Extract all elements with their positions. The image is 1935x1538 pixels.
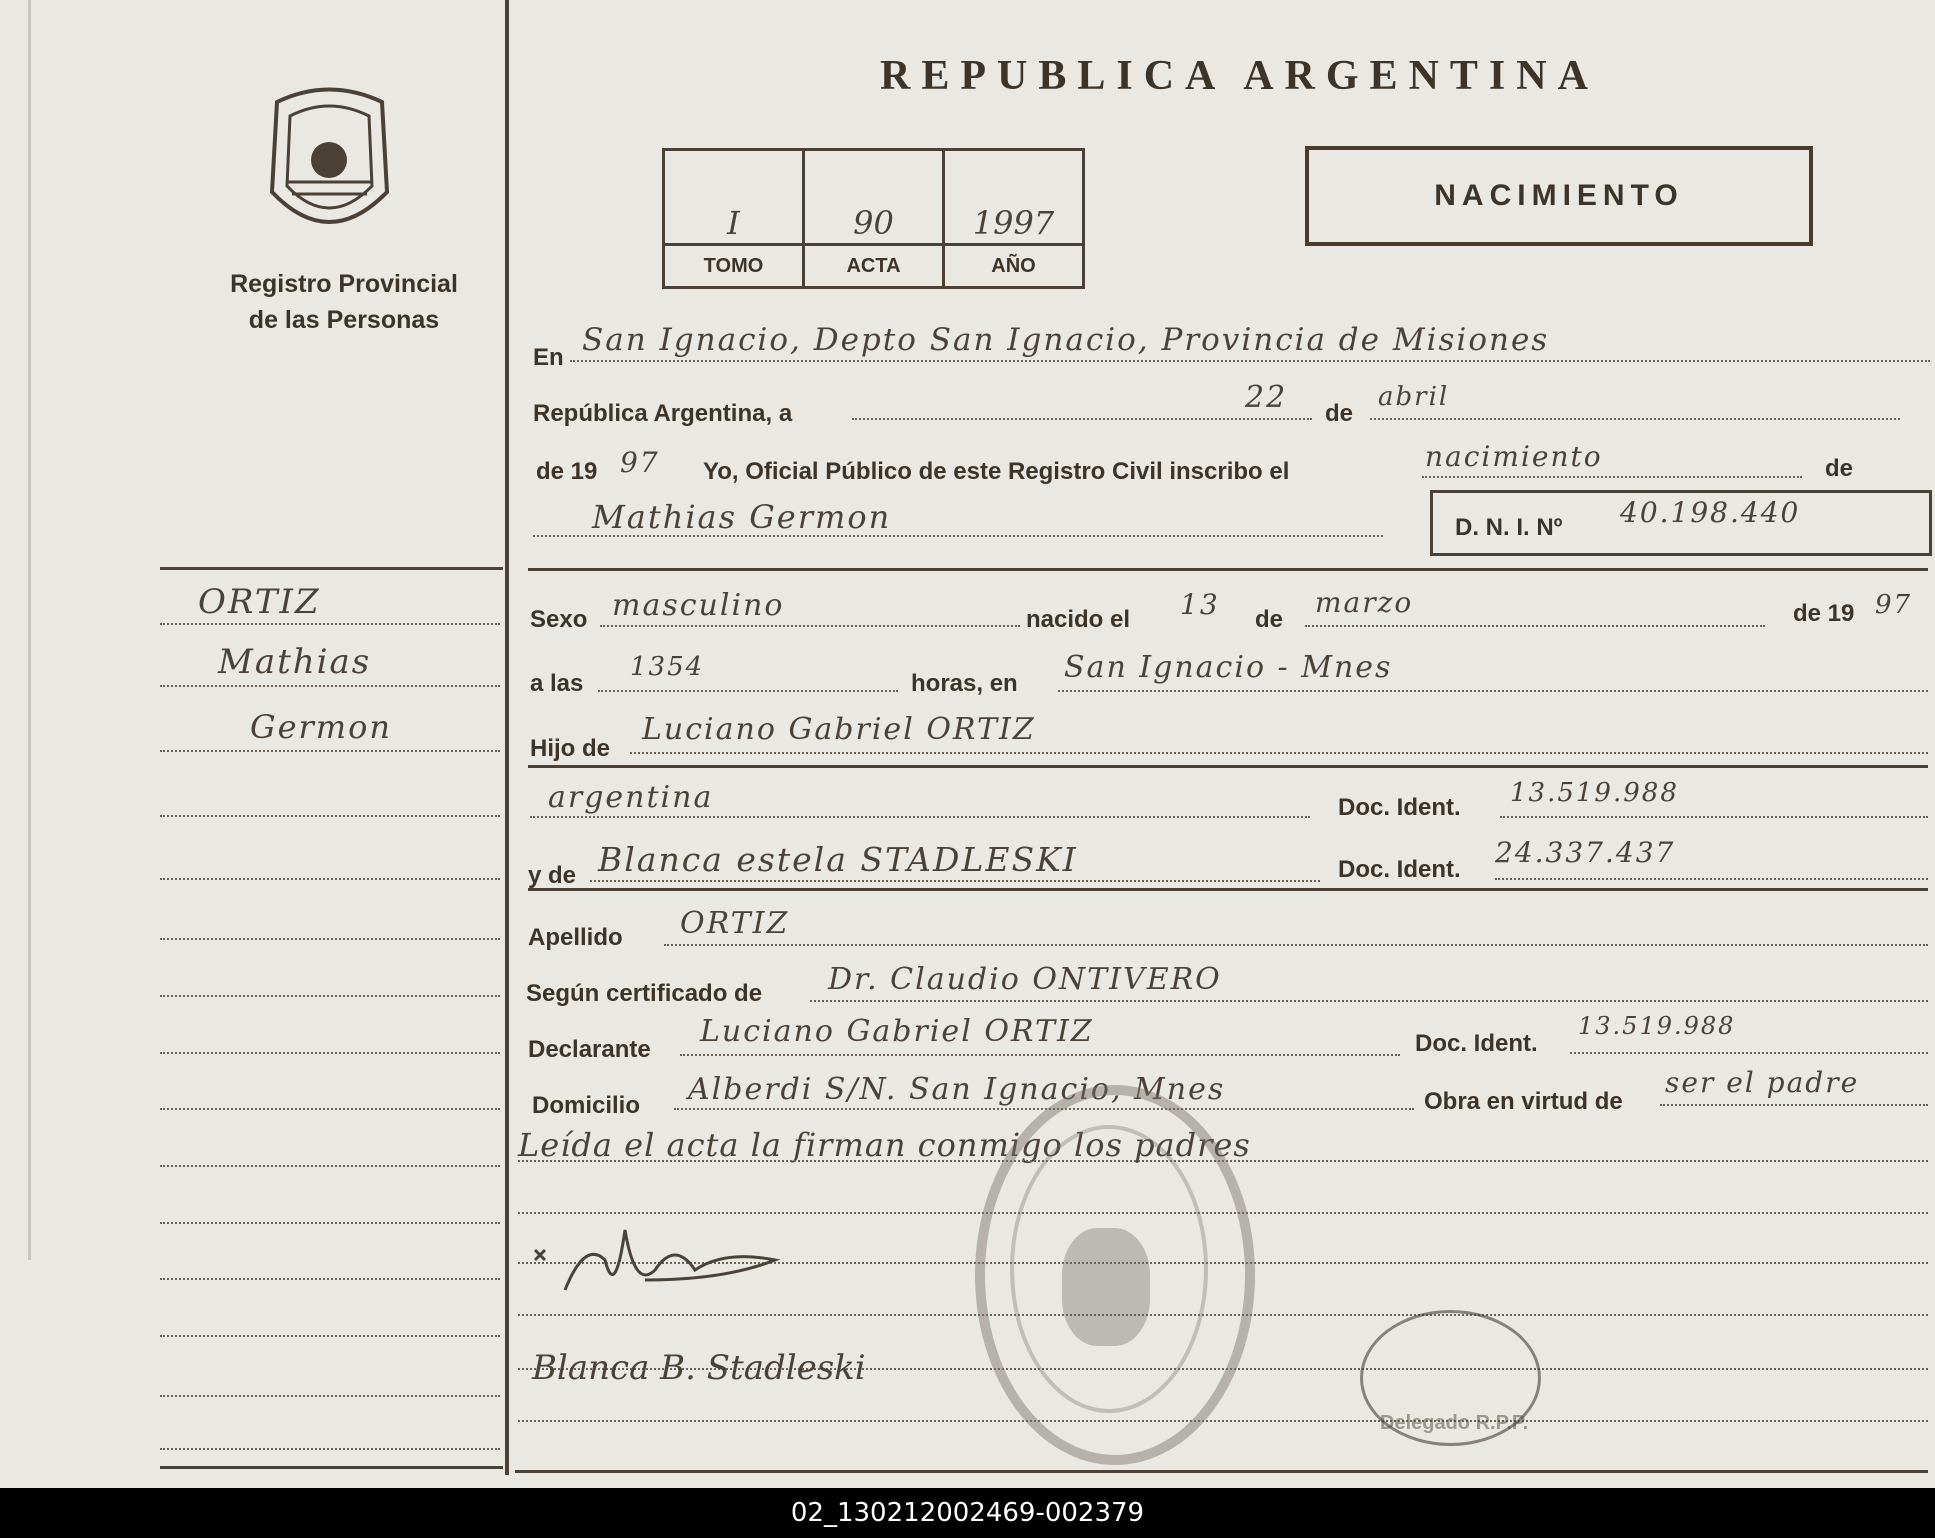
sidebar-line — [160, 1278, 500, 1280]
field-line — [852, 418, 1312, 420]
page-title: REPUBLICA ARGENTINA — [880, 53, 1599, 99]
declarante-doc: 13.519.988 — [1578, 1012, 1736, 1040]
segun-value: Dr. Claudio ONTIVERO — [828, 962, 1222, 997]
field-line — [1422, 476, 1802, 478]
sexo-label: Sexo — [530, 606, 588, 633]
father-value: Luciano Gabriel ORTIZ — [642, 712, 1036, 747]
de19-label-2: de 19 — [1793, 600, 1855, 627]
father-doc: 13.519.988 — [1510, 778, 1679, 808]
leida-value: Leída el acta la firman conmigo los padres — [518, 1126, 1251, 1164]
sexo-value: masculino — [612, 588, 785, 623]
father-signature-icon — [525, 1220, 795, 1310]
father-nationality: argentina — [548, 780, 714, 815]
de-label-2: de — [1825, 455, 1854, 482]
sidebar-line — [160, 1052, 500, 1054]
tomo-label: TOMO — [664, 245, 804, 288]
sidebar-line — [160, 623, 500, 625]
field-line — [664, 944, 1928, 946]
sidebar-line — [160, 938, 500, 940]
field-line — [518, 1420, 1928, 1422]
sidebar-second-name: Germon — [250, 708, 393, 746]
sidebar-line — [160, 1108, 500, 1110]
section-rule — [528, 568, 1928, 571]
section-rule — [528, 888, 1928, 891]
horas-value: San Ignacio - Mnes — [1064, 650, 1393, 685]
inscribe-value: nacimiento — [1425, 440, 1603, 473]
sidebar-line — [160, 1222, 500, 1224]
field-line — [600, 625, 1020, 627]
dni-label: D. N. I. Nº — [1455, 514, 1563, 541]
declarante-value: Luciano Gabriel ORTIZ — [700, 1014, 1094, 1049]
segun-label: Según certificado de — [526, 980, 763, 1007]
registry-line1: Registro Provincial — [230, 270, 458, 298]
declarante-label: Declarante — [528, 1036, 651, 1063]
sidebar-line — [160, 750, 500, 752]
sidebar-line — [160, 878, 500, 880]
field-line — [1058, 690, 1928, 692]
de-label-3: de — [1255, 606, 1284, 633]
de-label: de — [1325, 400, 1354, 427]
sidebar-line — [160, 1335, 500, 1337]
sidebar-bottom-rule — [160, 1466, 503, 1469]
alas-value: 1354 — [630, 652, 705, 682]
ano-value: 1997 — [944, 150, 1084, 245]
mother-signature: Blanca B. Stadleski — [532, 1348, 866, 1388]
mother-value: Blanca estela STADLESKI — [598, 840, 1078, 879]
field-line — [1305, 625, 1765, 627]
acta-label: ACTA — [804, 245, 944, 288]
hijo-label: Hijo de — [530, 735, 611, 762]
mother-doc: 24.337.437 — [1495, 836, 1676, 869]
yo-label: Yo, Oficial Público de este Registro Civil inscribo el — [703, 458, 1290, 485]
sidebar-line — [160, 685, 500, 687]
field-line — [1500, 816, 1928, 818]
field-line — [680, 1054, 1400, 1056]
field-line — [1660, 1104, 1928, 1106]
domicilio-label: Domicilio — [532, 1092, 641, 1119]
year-value: 97 — [620, 446, 660, 479]
sidebar-line — [160, 1448, 500, 1450]
sidebar-line — [160, 1165, 500, 1167]
nacido-month: marzo — [1315, 586, 1414, 619]
field-line — [810, 1000, 1928, 1002]
acta-value: 90 — [804, 150, 944, 245]
nacido-year: 97 — [1875, 590, 1913, 620]
doc-label-mother: Doc. Ident. — [1338, 856, 1461, 883]
nacido-label: nacido el — [1026, 606, 1131, 633]
field-line — [1370, 418, 1900, 420]
horas-label: horas, en — [911, 670, 1018, 697]
alas-label: a las — [530, 670, 584, 697]
sidebar-top-rule — [160, 567, 503, 570]
stamp-text: Delegado R.P.P. — [1380, 1412, 1529, 1434]
sidebar-first-name: Mathias — [218, 642, 372, 682]
field-line — [533, 535, 1383, 537]
field-line — [1495, 878, 1928, 880]
field-line — [530, 816, 1310, 818]
sidebar-line — [160, 995, 500, 997]
field-line — [630, 752, 1928, 754]
province-emblem-icon — [262, 82, 397, 242]
apellido-label: Apellido — [528, 924, 623, 951]
republica-label: República Argentina, a — [533, 400, 793, 427]
doc-label-father: Doc. Ident. — [1338, 794, 1461, 821]
obra-value: ser el padre — [1665, 1066, 1860, 1099]
tomo-value: I — [664, 150, 804, 245]
dni-value: 40.198.440 — [1620, 496, 1801, 529]
en-label: En — [533, 344, 564, 371]
en-value: San Ignacio, Depto San Ignacio, Provincia de Misiones — [582, 322, 1550, 358]
section-rule — [528, 765, 1928, 768]
field-line — [590, 880, 1320, 882]
sidebar-line — [160, 1395, 500, 1397]
obra-label: Obra en virtud de — [1424, 1088, 1623, 1115]
registry-line2: de las Personas — [248, 306, 440, 334]
field-line — [1570, 1052, 1928, 1054]
sidebar-surname: ORTIZ — [198, 582, 321, 622]
fingerprint-icon — [1062, 1228, 1150, 1346]
ano-label: AÑO — [944, 245, 1084, 288]
de19-label: de 19 — [536, 458, 598, 485]
doc-label-declarante: Doc. Ident. — [1415, 1030, 1538, 1057]
bottom-rule — [515, 1470, 1928, 1473]
column-divider — [505, 0, 509, 1475]
act-type-box: NACIMIENTO — [1305, 146, 1813, 246]
name-value: Mathias Germon — [592, 498, 892, 536]
nacido-day: 13 — [1180, 588, 1220, 621]
tomo-acta-ano-table — [662, 148, 1085, 289]
day-value: 22 — [1245, 380, 1288, 415]
domicilio-value: Alberdi S/N. San Ignacio, Mnes — [688, 1072, 1226, 1107]
apellido-value: ORTIZ — [680, 906, 790, 941]
page-fold — [28, 0, 45, 1260]
field-line — [598, 690, 898, 692]
sidebar-line — [160, 815, 500, 817]
image-caption: 02_130212002469-002379 — [0, 1488, 1935, 1538]
month-value: abril — [1378, 382, 1450, 412]
yde-label: y de — [528, 862, 577, 889]
field-line — [570, 360, 1930, 362]
